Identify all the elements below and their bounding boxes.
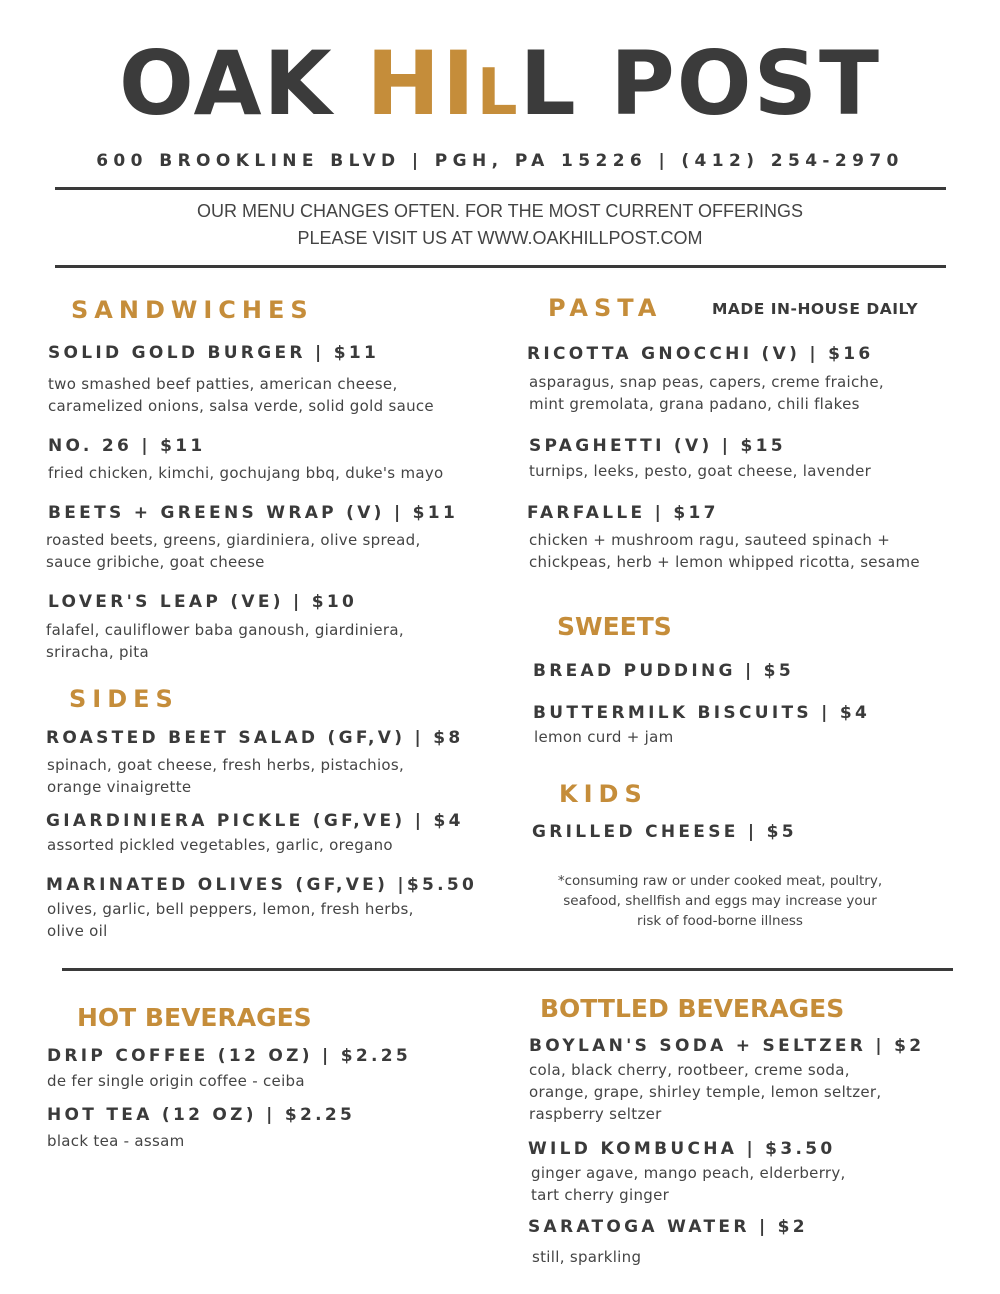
menu-item-desc: assorted pickled vegetables, garlic, oregano bbox=[47, 836, 393, 854]
menu-item-name: BOYLAN'S SODA + SELTZER | $2 bbox=[529, 1036, 925, 1056]
divider-beverages bbox=[62, 968, 953, 971]
menu-item-desc: asparagus, snap peas, capers, creme fraiche, bbox=[529, 373, 884, 391]
menu-item-desc: ginger agave, mango peach, elderberry, bbox=[531, 1164, 846, 1182]
divider-top bbox=[55, 187, 946, 190]
menu-item-name: RICOTTA GNOCCHI (V) | $16 bbox=[527, 344, 874, 364]
menu-item-desc: cola, black cherry, rootbeer, creme soda, bbox=[529, 1061, 850, 1079]
menu-item-desc: sriracha, pita bbox=[46, 643, 149, 661]
section-title-hot-beverages: HOT BEVERAGES bbox=[77, 1003, 312, 1032]
section-title-kids: KIDS bbox=[559, 780, 648, 808]
pasta-note: MADE IN-HOUSE DAILY bbox=[712, 300, 919, 318]
menu-item-name: HOT TEA (12 OZ) | $2.25 bbox=[47, 1105, 356, 1125]
menu-item-desc: orange, grape, shirley temple, lemon seltzer, bbox=[529, 1083, 882, 1101]
menu-item-name: SPAGHETTI (V) | $15 bbox=[529, 436, 786, 456]
menu-item-name: WILD KOMBUCHA | $3.50 bbox=[528, 1139, 836, 1159]
menu-item-desc: spinach, goat cheese, fresh herbs, pistachios, bbox=[47, 756, 405, 774]
logo-hi: HI bbox=[366, 32, 477, 135]
menu-item-name: BREAD PUDDING | $5 bbox=[533, 661, 794, 681]
section-title-sweets: SWEETS bbox=[557, 612, 672, 641]
menu-item-name: GIARDINIERA PICKLE (GF,VE) | $4 bbox=[46, 811, 464, 831]
food-safety-disclaimer bbox=[520, 871, 920, 931]
section-title-sides: SIDES bbox=[69, 685, 179, 713]
menu-item-name: BEETS + GREENS WRAP (V) | $11 bbox=[48, 503, 459, 523]
restaurant-logo bbox=[0, 32, 1000, 135]
divider-notice bbox=[55, 265, 946, 268]
menu-item-desc: chickpeas, herb + lemon whipped ricotta, sesame bbox=[529, 553, 920, 571]
menu-item-name: FARFALLE | $17 bbox=[527, 503, 719, 523]
menu-item-name: GRILLED CHEESE | $5 bbox=[532, 822, 797, 842]
menu-item-name: NO. 26 | $11 bbox=[48, 436, 206, 456]
logo-oak: OAK bbox=[119, 32, 367, 135]
menu-item-desc: tart cherry ginger bbox=[531, 1186, 670, 1204]
menu-item-desc: falafel, cauliflower baba ganoush, giardiniera, bbox=[46, 621, 404, 639]
menu-item-desc: turnips, leeks, pesto, goat cheese, lavender bbox=[529, 462, 872, 480]
menu-item-desc: chicken + mushroom ragu, sauteed spinach + bbox=[529, 531, 891, 549]
section-title-pasta: PASTA bbox=[548, 294, 663, 322]
notice-line-2: PLEASE VISIT US AT WWW.OAKHILLPOST.COM bbox=[297, 228, 703, 248]
menu-item-desc: caramelized onions, salsa verde, solid gold sauce bbox=[48, 397, 434, 415]
menu-item-desc: olives, garlic, bell peppers, lemon, fresh herbs, bbox=[47, 900, 414, 918]
menu-item-name: DRIP COFFEE (12 OZ) | $2.25 bbox=[47, 1046, 412, 1066]
menu-item-desc: sauce gribiche, goat cheese bbox=[46, 553, 265, 571]
menu-item-desc: two smashed beef patties, american cheese, bbox=[48, 375, 398, 393]
logo-post: L POST bbox=[519, 32, 881, 135]
menu-item-name: SARATOGA WATER | $2 bbox=[528, 1217, 808, 1237]
menu-item-name: ROASTED BEET SALAD (GF,V) | $8 bbox=[46, 728, 464, 748]
logo-small-l: L bbox=[476, 56, 520, 130]
menu-item-name: SOLID GOLD BURGER | $11 bbox=[48, 343, 380, 363]
address-line: 600 BROOKLINE BLVD | PGH, PA 15226 | (412) 254-2970 bbox=[96, 151, 904, 171]
menu-item-desc: orange vinaigrette bbox=[47, 778, 192, 796]
menu-item-desc: raspberry seltzer bbox=[529, 1105, 662, 1123]
section-title-bottled-beverages: BOTTLED BEVERAGES bbox=[540, 994, 845, 1023]
menu-item-desc: fried chicken, kimchi, gochujang bbq, duke's mayo bbox=[48, 464, 444, 482]
menu-item-name: MARINATED OLIVES (GF,VE) |$5.50 bbox=[46, 875, 478, 895]
disclaimer-line: seafood, shellfish and eggs may increase your bbox=[563, 893, 877, 909]
menu-item-desc: de fer single origin coffee - ceiba bbox=[47, 1072, 305, 1090]
disclaimer-line: risk of food-borne illness bbox=[637, 913, 803, 929]
menu-item-desc: black tea - assam bbox=[47, 1132, 185, 1150]
notice-line-1: OUR MENU CHANGES OFTEN. FOR THE MOST CURRENT OFFERINGS bbox=[196, 201, 804, 221]
menu-item-desc: lemon curd + jam bbox=[534, 728, 674, 746]
menu-item-desc: mint gremolata, grana padano, chili flakes bbox=[529, 395, 860, 413]
menu-item-desc: still, sparkling bbox=[532, 1248, 642, 1266]
menu-item-desc: olive oil bbox=[47, 922, 108, 940]
menu-item-name: BUTTERMILK BISCUITS | $4 bbox=[533, 703, 871, 723]
section-title-sandwiches: SANDWICHES bbox=[71, 296, 314, 324]
menu-item-name: LOVER'S LEAP (VE) | $10 bbox=[48, 592, 358, 612]
disclaimer-line: *consuming raw or under cooked meat, poultry, bbox=[557, 873, 883, 889]
menu-item-desc: roasted beets, greens, giardiniera, olive spread, bbox=[46, 531, 421, 549]
